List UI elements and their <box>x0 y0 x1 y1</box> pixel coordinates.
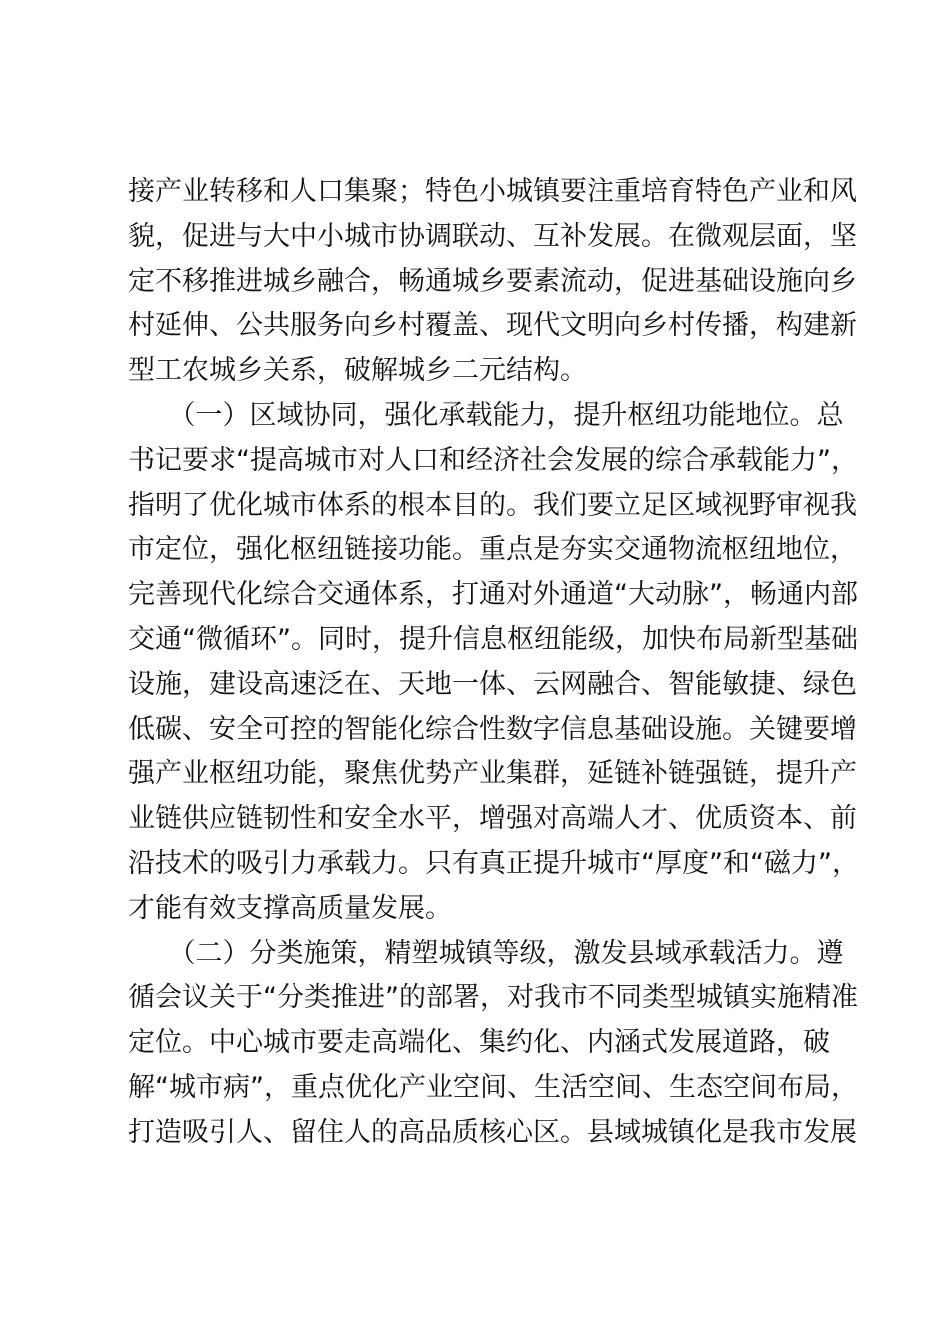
paragraph-line: （一）区域协同，强化承载能力，提升枢纽功能地位。总 <box>128 399 844 431</box>
paragraph-line: 村延伸、公共服务向乡村覆盖、现代文明向乡村传播，构建新 <box>128 310 857 342</box>
paragraph-line: 沿技术的吸引力承载力。只有真正提升城市“厚度”和“磁力”， <box>128 847 859 879</box>
paragraph-line: 设施，建设高速泛在、天地一体、云网融合、智能敏捷、绿色 <box>128 668 857 700</box>
document-body <box>128 170 859 1156</box>
paragraph <box>128 394 859 932</box>
paragraph-line: 完善现代化综合交通体系，打通对外通道“大动脉”，畅通内部 <box>128 579 858 611</box>
paragraph <box>128 170 857 394</box>
paragraph-line: 市定位，强化枢纽链接功能。重点是夯实交通物流枢纽地位， <box>128 534 857 566</box>
paragraph-line: 强产业枢纽功能，聚焦优势产业集群，延链补链强链，提升产 <box>128 758 857 790</box>
paragraph-line: 指明了优化城市体系的根本目的。我们要立足区域视野审视我 <box>128 489 857 521</box>
paragraph-line: 定位。中心城市要走高端化、集约化、内涵式发展道路，破 <box>128 1027 830 1059</box>
paragraph-line: 才能有效支撑高质量发展。 <box>128 892 452 924</box>
paragraph-line: 交通“微循环”。同时，提升信息枢纽能级，加快布局新型基础 <box>128 623 858 655</box>
paragraph-line: 型工农城乡关系，破解城乡二元结构。 <box>128 355 587 387</box>
paragraph-line: 解“城市病”，重点优化产业空间、生活空间、生态空间布局， <box>128 1071 858 1103</box>
paragraph-line: （二）分类施策，精塑城镇等级，激发县域承载活力。遵 <box>128 937 844 969</box>
paragraph <box>128 932 858 1156</box>
paragraph-line: 书记要求“提高城市对人口和经济社会发展的综合承载能力”， <box>128 444 858 476</box>
paragraph-line: 接产业转移和人口集聚；特色小城镇要注重培育特色产业和风 <box>128 176 857 207</box>
paragraph-line: 定不移推进城乡融合，畅通城乡要素流动，促进基础设施向乡 <box>128 265 857 297</box>
paragraph-line: 低碳、安全可控的智能化综合性数字信息基础设施。关键要增 <box>128 713 857 745</box>
paragraph-line: 循会议关于“分类推进”的部署，对我市不同类型城镇实施精准 <box>128 982 858 1014</box>
paragraph-line: 貌，促进与大中小城市协调联动、互补发展。在微观层面，坚 <box>128 220 857 252</box>
paragraph-line: 业链供应链韧性和安全水平，增强对高端人才、优质资本、前 <box>128 803 857 835</box>
paragraph-line: 打造吸引人、留住人的高品质核心区。县域城镇化是我市发展 <box>128 1116 857 1148</box>
